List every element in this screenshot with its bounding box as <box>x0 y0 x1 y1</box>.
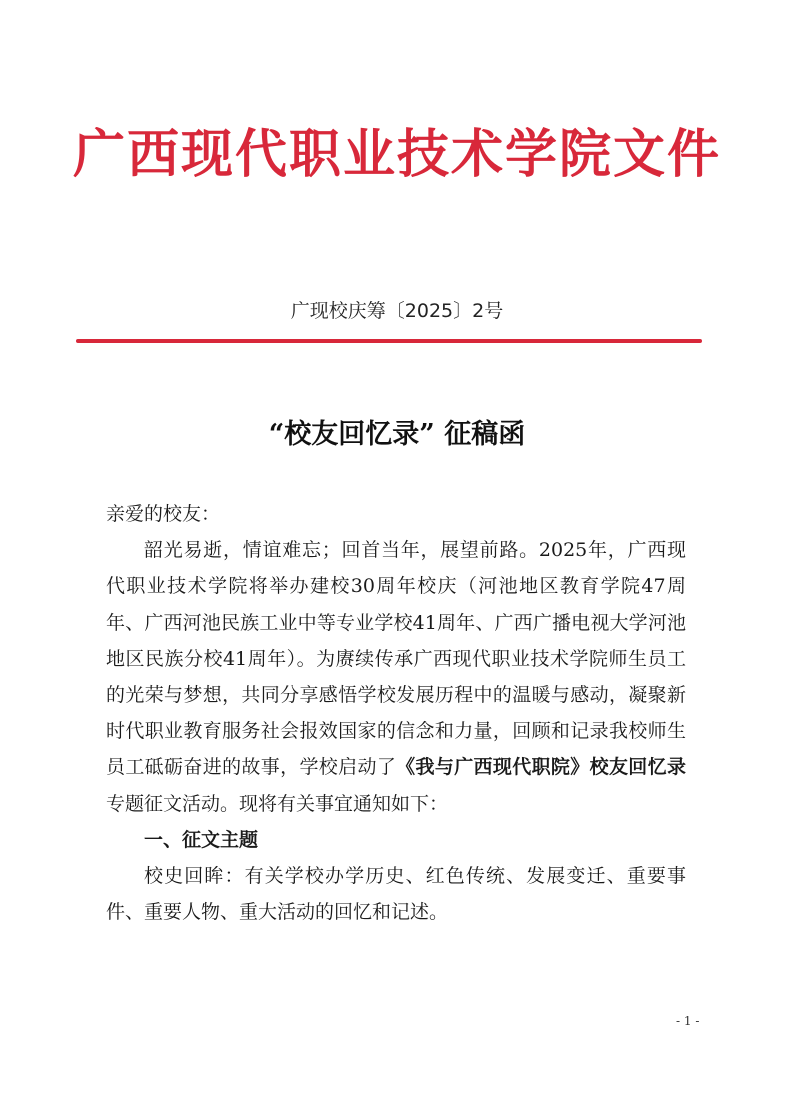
section-heading-theme: 一、征文主题 <box>144 828 259 851</box>
intro-paragraph <box>106 532 686 822</box>
red-divider-line <box>76 339 702 343</box>
letter-title: “校友回忆录” 征稿函 <box>268 419 526 450</box>
intro-text-part2: 专题征文活动。现将有关事宜通知如下： <box>106 792 449 815</box>
document-number: 广现校庆筹〔2025〕2号 <box>290 300 504 322</box>
section-theme-text: 校史回眸：有关学校办学历史、红色传统、发展变迁、重要事件、重要人物、重大活动的回忆和记述。 <box>106 865 686 924</box>
page-number: - 1 - <box>676 1014 700 1028</box>
salutation: 亲爱的校友： <box>106 503 221 525</box>
intro-text-part1: 韶光易逝，情谊难忘；回首当年，展望前路。2025年，广西现代职业技术学院将举办建校30周年校庆（河池地区教育学院47周年、广西河池民族工业中等专业学校41周年、广西广播电视大学河池地区民族分校41周年）。为赓续传承广西现代职业技术学院师生员工的光荣与梦想，共同分享感悟学校发展历程中的温暖与感动，凝聚新时代职业教育服务社会报效国家的信念和力量，回顾和记录我校师生员工砥砺奋进的故事，学校启动了 <box>106 539 686 779</box>
campaign-name: 《我与广西现代职院》校友回忆录 <box>396 756 686 779</box>
issuer-title: 广西现代职业技术学院文件 <box>72 124 721 185</box>
letter-body <box>106 496 686 930</box>
